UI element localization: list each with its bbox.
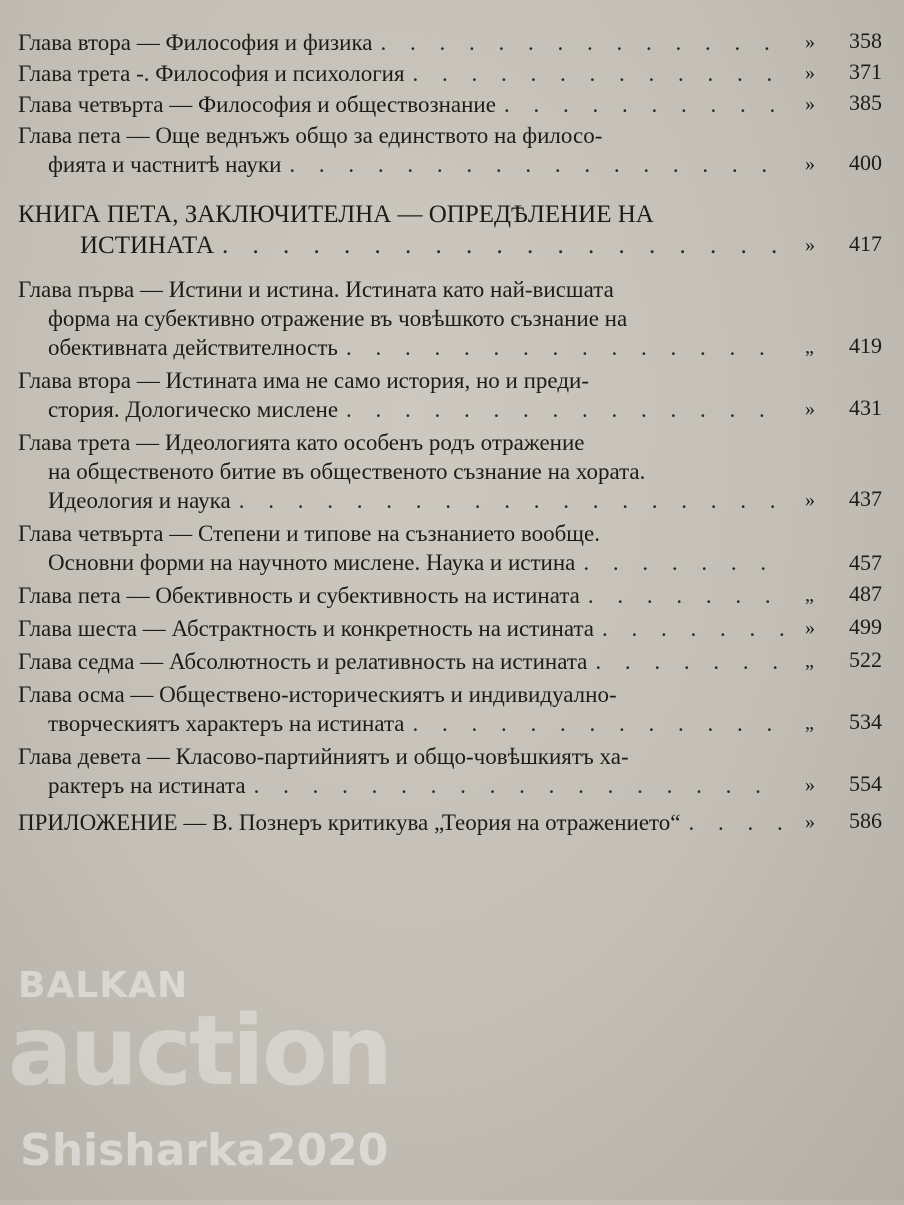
toc-entry-last-line — [18, 486, 786, 515]
toc-early-chapters — [18, 28, 882, 179]
toc-entry-last-line — [18, 709, 786, 738]
toc-entry-line: Глава пета — Обективность и субективность на истината — [18, 583, 580, 608]
toc-entry-line: Глава първа — Истини и истина. Истината като най-висшата — [18, 277, 614, 302]
toc-entry-line: стория. Дологическо мислене — [48, 397, 339, 422]
toc-entry-line: Глава девета — Класово-партийниятъ и общо-човѣшкиятъ ха- — [18, 744, 629, 769]
toc-entry — [18, 90, 882, 119]
toc-entry-line: обективната действителность — [48, 335, 338, 360]
watermark-line-1: BALKAN — [18, 965, 189, 1006]
dot-leader — [496, 90, 786, 119]
toc-entry-last-line — [18, 647, 786, 676]
page-number: 487 — [849, 581, 882, 606]
toc-entry-line: Глава шеста — Абстрактность и конкретность на истината — [18, 616, 594, 641]
ditto-mark: » — [805, 62, 815, 84]
toc-entry-last-line — [18, 771, 786, 800]
page-number: 419 — [849, 333, 882, 358]
toc-entry-line: на общественото битие въ общественото съзнание на хората. — [48, 459, 646, 484]
toc-entry — [18, 275, 882, 362]
page-number-cell — [792, 579, 882, 610]
ditto-mark: » — [805, 31, 815, 53]
toc-entry-line: форма на субективно отражение въ човѣшкото съзнание на — [48, 306, 628, 331]
toc-entry — [18, 647, 882, 676]
page-number-cell — [792, 612, 882, 643]
table-of-contents — [18, 28, 882, 837]
toc-entry-last-line — [18, 90, 786, 119]
page-number: 499 — [849, 614, 882, 639]
page-number: 371 — [849, 59, 882, 84]
dot-leader — [405, 59, 786, 88]
toc-entry-last-line — [18, 150, 786, 179]
page-number-cell — [792, 88, 882, 119]
ditto-mark: » — [805, 811, 815, 833]
toc-entry-last-line — [18, 808, 786, 837]
ditto-mark: „ — [805, 712, 814, 734]
page-number-cell — [792, 26, 882, 57]
page-number-cell — [792, 393, 882, 424]
page-number: 431 — [849, 395, 882, 420]
page-number: 586 — [849, 808, 882, 833]
dot-leader — [594, 614, 786, 643]
toc-entry-line: Глава четвърта — Философия и обществознание — [18, 92, 496, 117]
page-number: 417 — [849, 231, 882, 256]
dot-leader — [281, 150, 786, 179]
ditto-mark: » — [805, 153, 815, 175]
toc-entry-line: Глава трета — Идеологията като особенъ родъ отражение — [18, 430, 585, 455]
ditto-mark: » — [805, 774, 815, 796]
toc-entry-line: ИСТИНАТА — [80, 232, 215, 259]
dot-leader — [587, 647, 786, 676]
toc-entry-line: Основни форми на научното мислене. Наука и истина — [48, 550, 576, 575]
dot-leader — [246, 771, 786, 800]
toc-entry — [18, 581, 882, 610]
ditto-mark: „ — [805, 584, 814, 606]
dot-leader — [373, 28, 787, 57]
page-number-cell — [792, 806, 882, 837]
page-number: 437 — [849, 486, 882, 511]
toc-entry — [18, 614, 882, 643]
toc-entry — [18, 808, 882, 837]
ditto-mark: » — [805, 234, 815, 256]
toc-book-five-chapters — [18, 275, 882, 800]
toc-entry — [18, 28, 882, 57]
page-number-cell — [792, 484, 882, 515]
toc-entry — [18, 428, 882, 515]
page-number-cell — [792, 57, 882, 88]
watermark-logo — [8, 965, 408, 1205]
page-number-cell — [792, 228, 882, 261]
toc-entry-last-line — [18, 581, 786, 610]
toc-entry-line: Глава седма — Абсолютность и релативность на истината — [18, 649, 588, 674]
page-number: 358 — [849, 28, 882, 53]
dot-leader — [231, 486, 786, 515]
toc-entry-line: фията и частнитѣ науки — [48, 152, 282, 177]
toc-entry-line: Глава втора — Философия и физика — [18, 30, 373, 55]
dot-leader — [681, 808, 787, 837]
toc-entry — [18, 680, 882, 738]
ditto-mark: » — [805, 93, 815, 115]
ditto-mark: » — [805, 398, 815, 420]
page-number-cell — [792, 707, 882, 738]
toc-entry-line: рактеръ на истината — [48, 773, 246, 798]
toc-entry-line: Глава четвърта — Степени и типове на съзнанието вообще. — [18, 521, 600, 546]
dot-leader — [338, 395, 786, 424]
page-number: 457 — [849, 550, 882, 575]
toc-book-five — [18, 199, 882, 261]
toc-appendix — [18, 808, 882, 837]
toc-entry — [18, 59, 882, 88]
toc-entry-last-line — [18, 395, 786, 424]
toc-entry-last-line — [18, 230, 786, 261]
toc-entry-last-line — [18, 59, 786, 88]
page-number: 400 — [849, 150, 882, 175]
toc-entry — [18, 366, 882, 424]
page-number-cell — [792, 331, 882, 362]
ditto-mark: „ — [805, 336, 814, 358]
toc-entry-line: Глава осма — Обществено-историческиятъ и индивидуално- — [18, 682, 617, 707]
watermark-line-2: auction — [8, 995, 391, 1107]
toc-entry — [18, 121, 882, 179]
toc-entry — [18, 742, 882, 800]
toc-entry-line: Идеология и наука — [48, 488, 231, 513]
dot-leader — [580, 581, 786, 610]
toc-entry-last-line — [18, 548, 786, 577]
page-number-cell — [792, 769, 882, 800]
page-number: 554 — [849, 771, 882, 796]
toc-entry-last-line — [18, 333, 786, 362]
dot-leader — [575, 548, 786, 577]
ditto-mark: „ — [805, 650, 814, 672]
page-number-cell — [792, 645, 882, 676]
toc-entry-line: ПРИЛОЖЕНИЕ — В. Познеръ критикува „Теория на отражението“ — [18, 810, 681, 835]
toc-entry — [18, 199, 882, 261]
page-number: 385 — [849, 90, 882, 115]
page-number: 522 — [849, 647, 882, 672]
toc-entry-line: Глава трета -. Философия и психология — [18, 61, 405, 86]
dot-leader — [338, 333, 786, 362]
ditto-mark: » — [805, 617, 815, 639]
toc-entry-last-line — [18, 614, 786, 643]
toc-entry-line: КНИГА ПЕТА, ЗАКЛЮЧИТЕЛНА — ОПРЕДѢЛЕНИЕ НА — [18, 201, 654, 228]
page-number: 534 — [849, 709, 882, 734]
ditto-mark: » — [805, 489, 815, 511]
toc-entry — [18, 519, 882, 577]
page-number-cell — [792, 148, 882, 179]
toc-entry-line: творческиятъ характеръ на истината — [48, 711, 405, 736]
page-number-cell — [792, 548, 882, 577]
dot-leader — [214, 230, 786, 261]
watermark-line-3: Shisharka2020 — [20, 1125, 389, 1176]
toc-entry-line: Глава пета — Още веднъжъ общо за единството на филосо- — [18, 123, 603, 148]
toc-entry-last-line — [18, 28, 786, 57]
dot-leader — [405, 709, 787, 738]
toc-entry-line: Глава втора — Истината има не само история, но и преди- — [18, 368, 589, 393]
